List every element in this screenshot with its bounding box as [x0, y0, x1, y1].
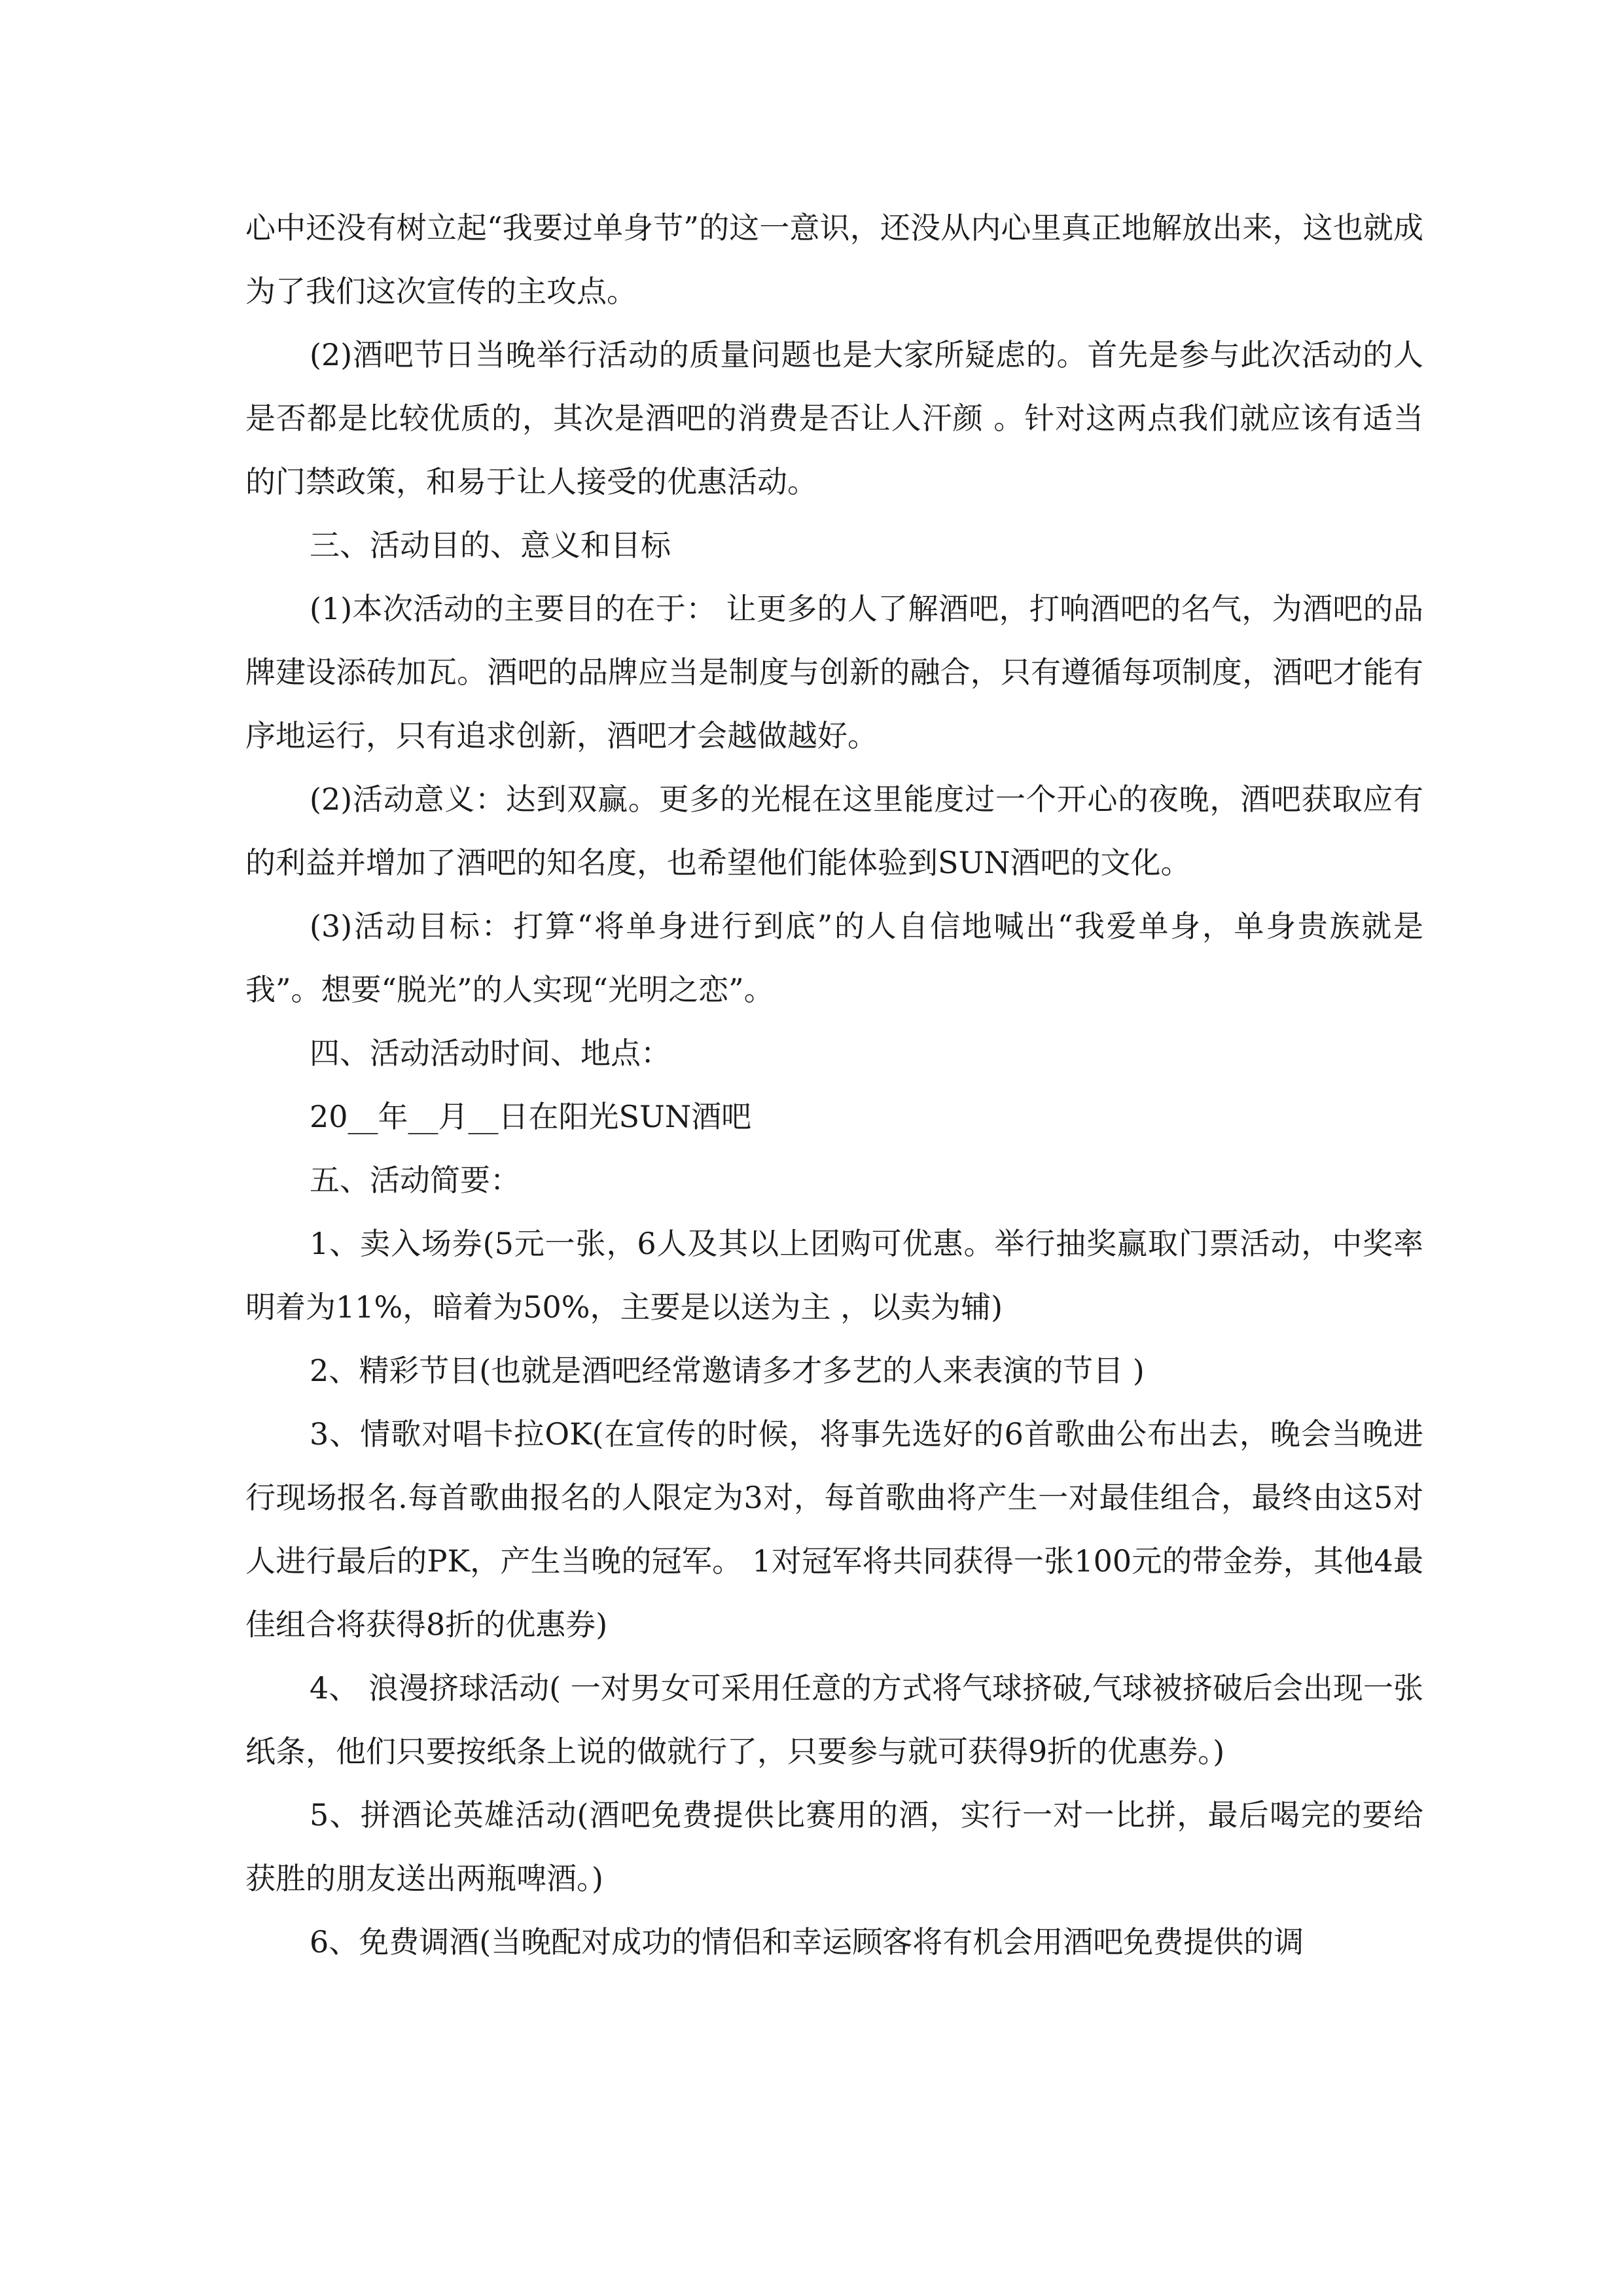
- list-item: 5、拼酒论英雄活动(酒吧免费提供比赛用的酒，实行一对一比拼，最后喝完的要给获胜的朋友送出两瓶啤酒。): [245, 1797, 1423, 1896]
- list-item: 6、免费调酒(当晚配对成功的情侣和幸运顾客将有机会用酒吧免费提供的调: [310, 1924, 1304, 1960]
- paragraph: (1)本次活动的主要目的在于： 让更多的人了解酒吧，打响酒吧的名气，为酒吧的品牌建设添砖加瓦。酒吧的品牌应当是制度与创新的融合，只有遵循每项制度，酒吧才能有序地运行，只有追求创新，酒吧才会越做越好。: [245, 591, 1423, 753]
- list-item: 4、 浪漫挤球活动( 一对男女可采用任意的方式将气球挤破,气球被挤破后会出现一张纸条，他们只要按纸条上说的做就行了，只要参与就可获得9折的优惠券。): [245, 1670, 1423, 1769]
- list-item: 1、卖入场券(5元一张，6人及其以上团购可优惠。举行抽奖赢取门票活动，中奖率明着为11%，暗着为50%，主要是以送为主 ，以卖为辅): [245, 1226, 1423, 1325]
- paragraph: (2)酒吧节日当晚举行活动的质量问题也是大家所疑虑的。首先是参与此次活动的人是否都是比较优质的，其次是酒吧的消费是否让人汗颜 。针对这两点我们就应该有适当的门禁政策，和易于让人接受的优惠活动。: [245, 337, 1423, 499]
- paragraph: 心中还没有树立起“我要过单身节”的这一意识，还没从内心里真正地解放出来，这也就成为了我们这次宣传的主攻点。: [245, 210, 1423, 309]
- paragraph: 20__年__月__日在阳光SUN酒吧: [310, 1099, 752, 1134]
- list-item: 2、精彩节目(也就是酒吧经常邀请多才多艺的人来表演的节目 ): [310, 1353, 1145, 1388]
- section-heading: 四、活动活动时间、地点：: [310, 1035, 671, 1071]
- section-heading: 五、活动简要：: [310, 1162, 520, 1198]
- paragraph: (3)活动目标：打算“将单身进行到底”的人自信地喊出“我爱单身，单身贵族就是我”。想要“脱光”的人实现“光明之恋”。: [245, 908, 1423, 1007]
- list-item: 3、情歌对唱卡拉OK(在宣传的时候，将事先选好的6首歌曲公布出去，晚会当晚进行现场报名.每首歌曲报名的人限定为3对，每首歌曲将产生一对最佳组合，最终由这5对人进行最后的PK，产生当晚的冠军。 1对冠军将共同获得一张100元的带金券，其他4最佳组合将获得8折的优惠券): [245, 1416, 1423, 1642]
- paragraph: (2)活动意义：达到双赢。更多的光棍在这里能度过一个开心的夜晚，酒吧获取应有的利益并增加了酒吧的知名度，也希望他们能体验到SUN酒吧的文化。: [245, 781, 1423, 880]
- section-heading: 三、活动目的、意义和目标: [310, 528, 671, 563]
- document-body: [245, 196, 1423, 1974]
